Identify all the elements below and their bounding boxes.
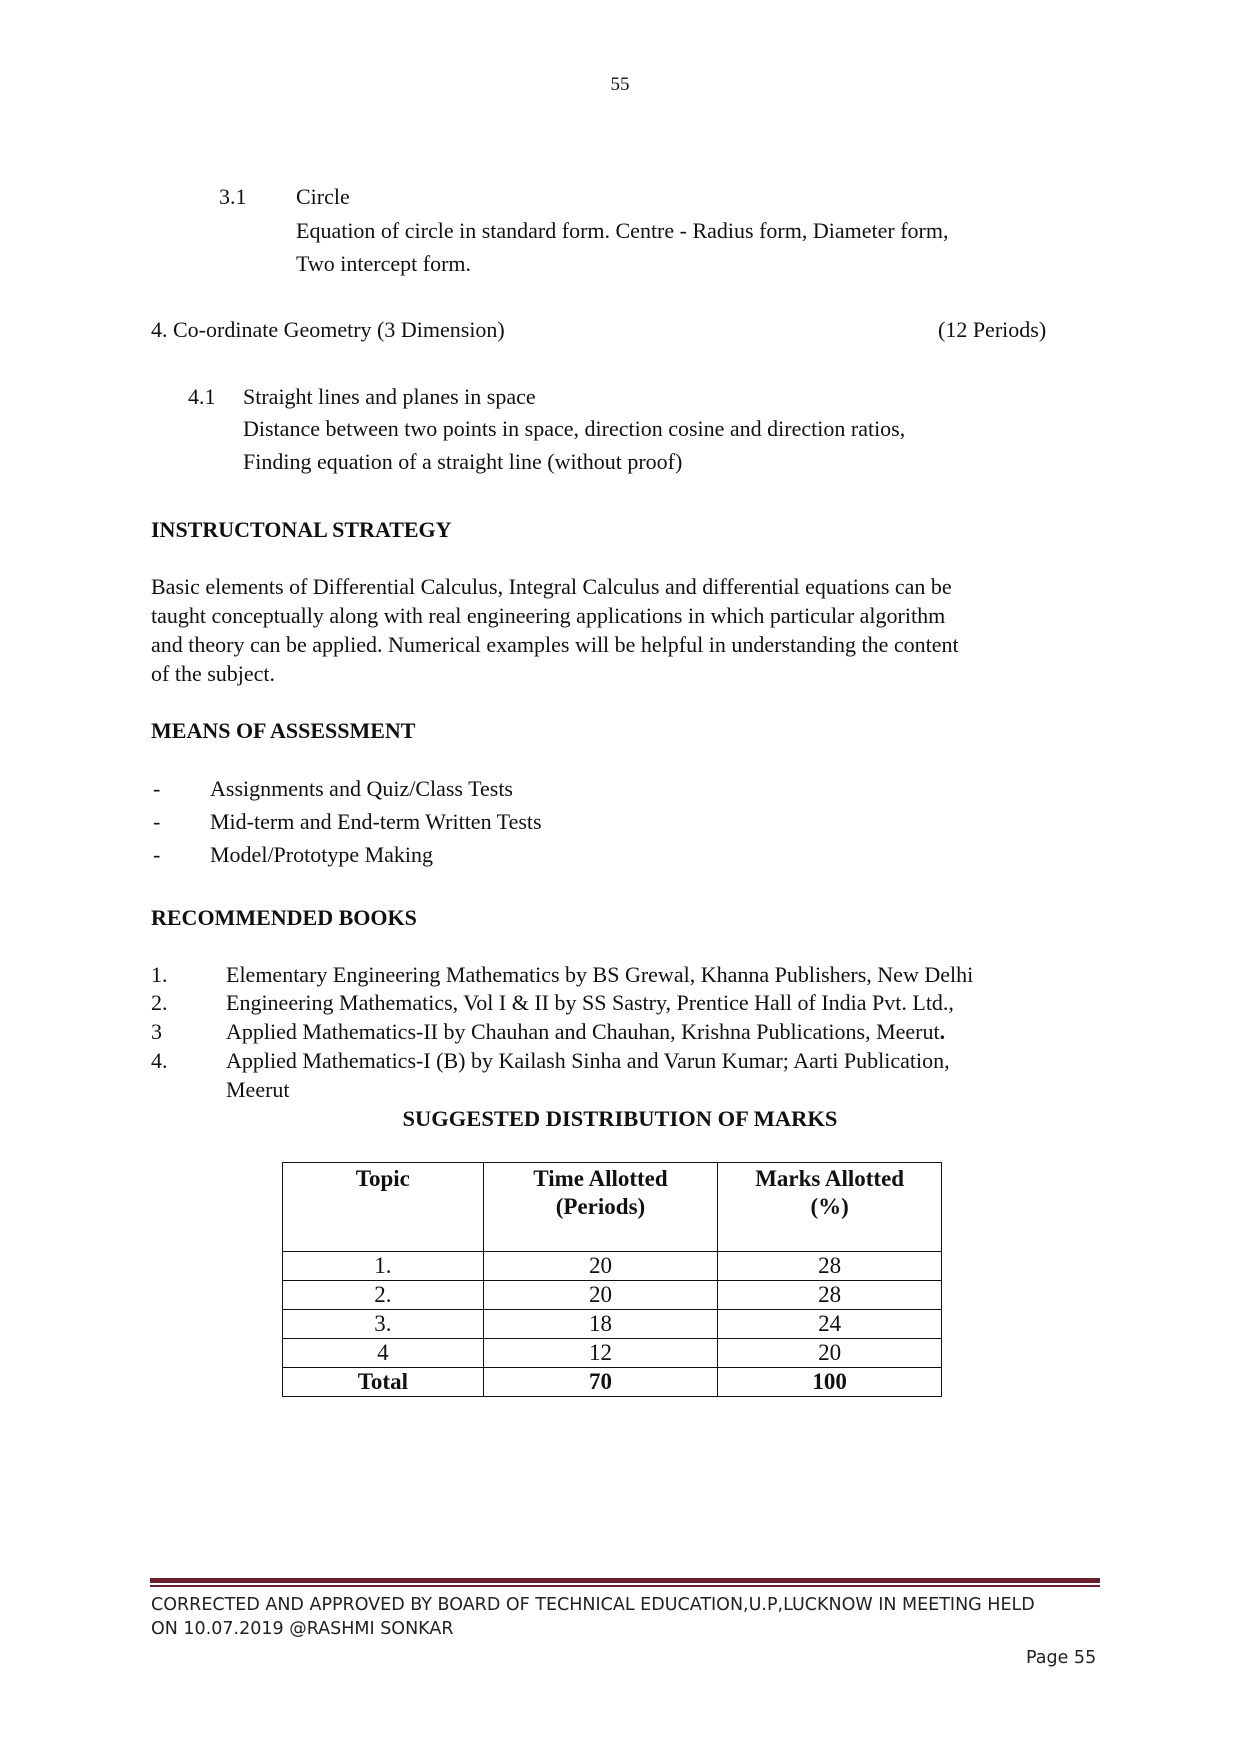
table-header-row bbox=[283, 1163, 942, 1252]
book-number: 1. bbox=[151, 962, 168, 987]
cell-total-label: Total bbox=[283, 1368, 484, 1397]
cell-marks: 24 bbox=[718, 1310, 942, 1339]
cell-total-time: 70 bbox=[483, 1368, 718, 1397]
assessment-bullet: - bbox=[153, 809, 161, 834]
cell-topic: 1. bbox=[283, 1252, 484, 1281]
instructional-line-2: taught conceptually along with real engineering applications in which particular algorithm bbox=[151, 603, 946, 628]
assessment-bullet: - bbox=[153, 776, 161, 801]
section-4-periods: (12 Periods) bbox=[938, 317, 1047, 342]
cell-time: 20 bbox=[483, 1281, 718, 1310]
header-time-allotted: Time Allotted (Periods) bbox=[483, 1163, 718, 1252]
cell-total-marks: 100 bbox=[718, 1368, 942, 1397]
book-item: Applied Mathematics-I (B) by Kailash Sinha and Varun Kumar; Aarti Publication, bbox=[226, 1048, 950, 1073]
assessment-item: Assignments and Quiz/Class Tests bbox=[210, 776, 513, 801]
cell-topic: 2. bbox=[283, 1281, 484, 1310]
instructional-line-1: Basic elements of Differential Calculus, Integral Calculus and differential equations can be bbox=[151, 574, 952, 599]
assessment-item: Mid-term and End-term Written Tests bbox=[210, 809, 542, 834]
cell-topic: 3. bbox=[283, 1310, 484, 1339]
book-item-continuation: Meerut bbox=[226, 1077, 290, 1102]
book-number: 4. bbox=[151, 1048, 168, 1073]
header-topic: Topic bbox=[283, 1163, 484, 1252]
table-row bbox=[283, 1339, 942, 1368]
book-number: 3 bbox=[151, 1019, 162, 1044]
cell-topic: 4 bbox=[283, 1339, 484, 1368]
section-3-1-line-1: Equation of circle in standard form. Centre - Radius form, Diameter form, bbox=[296, 218, 949, 243]
section-4-1-title: Straight lines and planes in space bbox=[243, 384, 536, 409]
section-4-1-number: 4.1 bbox=[188, 384, 216, 409]
book-item: Elementary Engineering Mathematics by BS Grewal, Khanna Publishers, New Delhi bbox=[226, 962, 974, 987]
footer-page-label: Page 55 bbox=[1026, 1648, 1097, 1668]
section-3-1-line-2: Two intercept form. bbox=[296, 251, 472, 276]
marks-table bbox=[282, 1162, 942, 1397]
section-4-1-line-2: Finding equation of a straight line (without proof) bbox=[243, 449, 683, 474]
section-3-1-number: 3.1 bbox=[219, 184, 247, 209]
cell-time: 12 bbox=[483, 1339, 718, 1368]
cell-marks: 20 bbox=[718, 1339, 942, 1368]
table-total-row bbox=[283, 1368, 942, 1397]
books-heading: RECOMMENDED BOOKS bbox=[151, 905, 417, 930]
cell-time: 18 bbox=[483, 1310, 718, 1339]
table-row bbox=[283, 1310, 942, 1339]
section-3-1-title: Circle bbox=[296, 184, 350, 209]
book-item: Applied Mathematics-II by Chauhan and Chauhan, Krishna Publications, Meerut. bbox=[226, 1019, 946, 1044]
cell-marks: 28 bbox=[718, 1252, 942, 1281]
table-row bbox=[283, 1252, 942, 1281]
assessment-bullet: - bbox=[153, 842, 161, 867]
cell-marks: 28 bbox=[718, 1281, 942, 1310]
table-row bbox=[283, 1281, 942, 1310]
book-item: Engineering Mathematics, Vol I & II by SS Sastry, Prentice Hall of India Pvt. Ltd., bbox=[226, 990, 954, 1015]
distribution-title: SUGGESTED DISTRIBUTION OF MARKS bbox=[402, 1106, 838, 1131]
footer-approval-line-1: CORRECTED AND APPROVED BY BOARD OF TECHNICAL EDUCATION,U.P,LUCKNOW IN MEETING HELD bbox=[151, 1595, 1035, 1615]
page-number-header: 55 bbox=[610, 74, 630, 95]
footer-approval-line-2: ON 10.07.2019 @RASHMI SONKAR bbox=[151, 1619, 454, 1639]
book-number: 2. bbox=[151, 990, 168, 1015]
cell-time: 20 bbox=[483, 1252, 718, 1281]
assessment-heading: MEANS OF ASSESSMENT bbox=[151, 718, 416, 743]
instructional-strategy-heading: INSTRUCTONAL STRATEGY bbox=[151, 517, 452, 542]
section-4-heading: 4. Co-ordinate Geometry (3 Dimension) bbox=[151, 317, 505, 342]
assessment-item: Model/Prototype Making bbox=[210, 842, 434, 867]
footer-rule-thin bbox=[150, 1585, 1100, 1587]
section-4-1-line-1: Distance between two points in space, direction cosine and direction ratios, bbox=[243, 416, 906, 441]
footer-rule bbox=[150, 1578, 1100, 1583]
instructional-line-4: of the subject. bbox=[151, 661, 276, 686]
header-marks-allotted: Marks Allotted (%) bbox=[718, 1163, 942, 1252]
instructional-line-3: and theory can be applied. Numerical examples will be helpful in understanding the content bbox=[151, 632, 959, 657]
